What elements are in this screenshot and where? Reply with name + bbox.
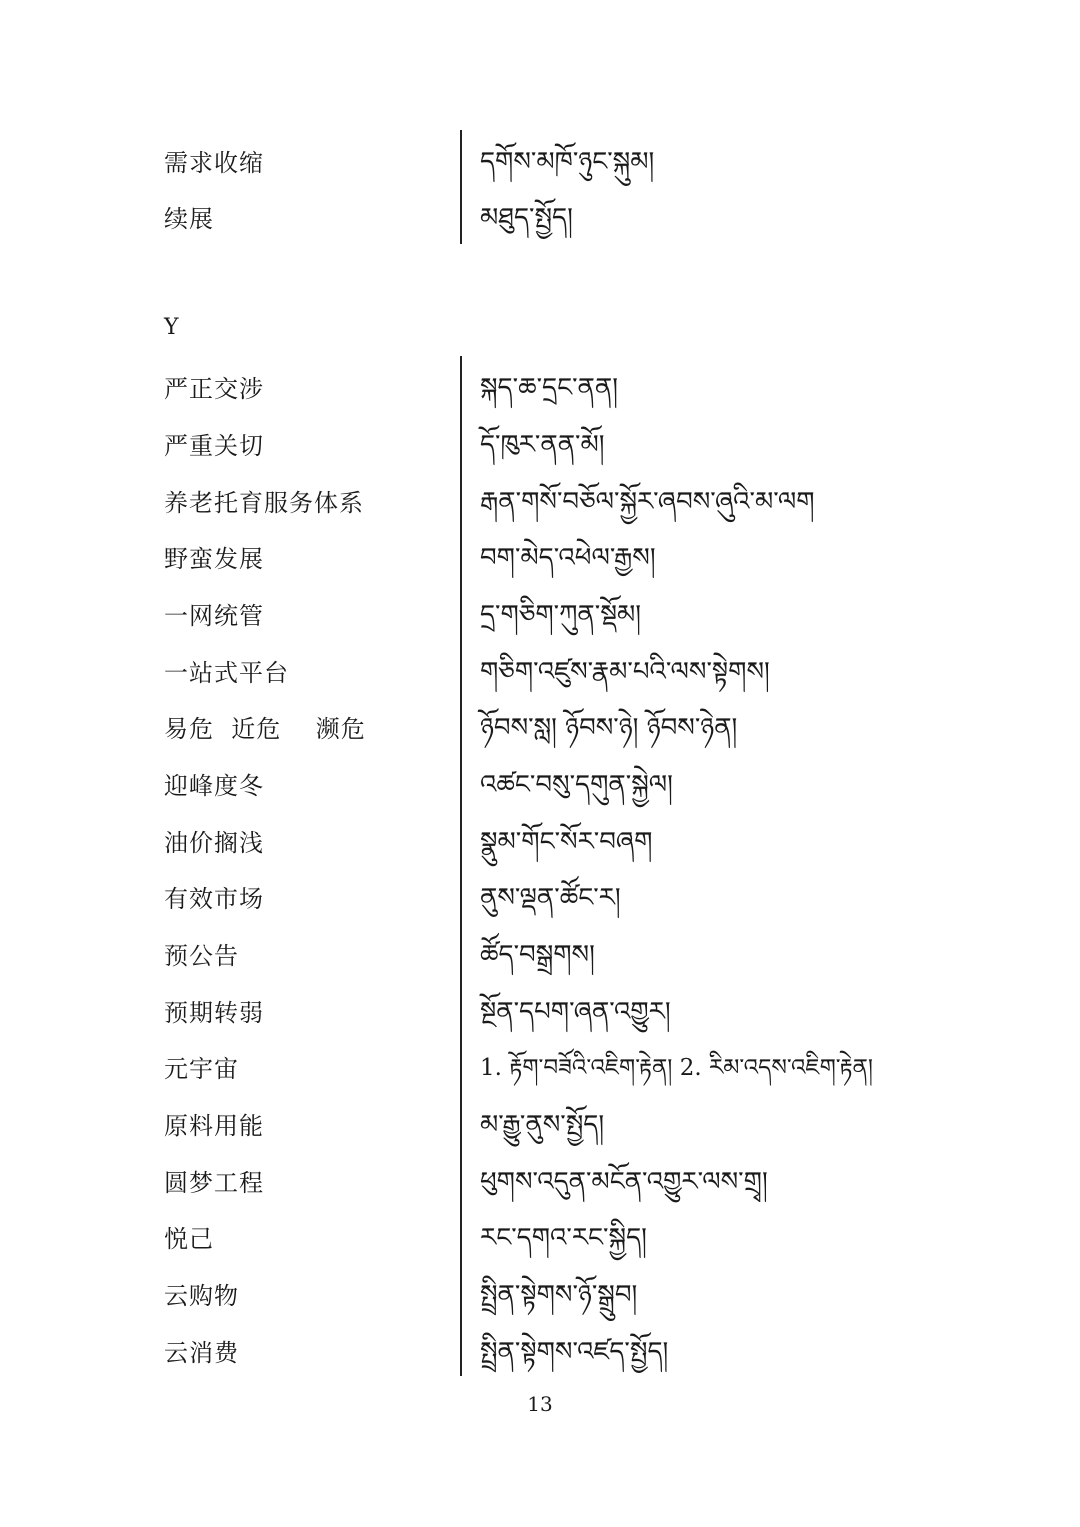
chinese-term: 严重关切 (164, 432, 264, 460)
glossary-row (0, 536, 1080, 580)
tibetan-term: དགོས་མཁོ་ཉུང་སྐུམ། (480, 147, 655, 177)
tibetan-term: བག་མེད་འཕེལ་རྒྱས། (480, 543, 656, 573)
glossary-row (0, 1330, 1080, 1374)
chinese-term: 圆梦工程 (164, 1169, 264, 1197)
glossary-row (0, 1160, 1080, 1204)
chinese-term: 易危 近危 濒危 (164, 715, 366, 743)
tibetan-term: སྤྲིན་སྟེགས་ཉོ་སྒྲུབ། (480, 1280, 638, 1310)
tibetan-term: རང་དགའ་རང་སྐྱིད། (480, 1223, 647, 1253)
glossary-row (0, 196, 1080, 240)
chinese-term: 预期转弱 (164, 999, 264, 1027)
tibetan-term: རྒན་གསོ་བཅོལ་སྐྱོར་ཞབས་ཞུའི་མ་ལག (480, 487, 815, 517)
tibetan-term: སྔོན་དཔག་ཞན་འགྱུར། (480, 997, 671, 1027)
tibetan-term: 1. རྟོག་བཟོའི་འཇིག་རྟེན། 2. རིམ་འདས་འཇིག་རྟེན། (480, 1055, 873, 1081)
chinese-term: 一站式平台 (164, 659, 289, 687)
tibetan-term: སྤྲིན་སྟེགས་འཛད་སྤྱོད། (480, 1337, 669, 1367)
glossary-row (0, 933, 1080, 977)
tibetan-term: ཚོད་བསྒྲགས། (480, 940, 595, 970)
chinese-term: 严正交涉 (164, 375, 264, 403)
chinese-term: 一网统管 (164, 602, 264, 630)
tibetan-term: འཚང་བསུ་དགུན་སྐྱེལ། (480, 770, 673, 800)
chinese-term: 续展 (164, 205, 214, 233)
tibetan-term: དོ་ཁུར་ནན་མོ། (480, 430, 605, 460)
glossary-row (0, 820, 1080, 864)
tibetan-term: སྣུམ་གོང་སོར་བཞག (480, 827, 653, 857)
tibetan-term: ཕུགས་འདུན་མངོན་འགྱུར་ལས་གྲྭ། (480, 1167, 768, 1197)
section-letter: Y (164, 315, 179, 340)
glossary-row (0, 876, 1080, 920)
tibetan-term: ནུས་ལྡན་ཚོང་ར། (480, 883, 621, 913)
glossary-row (0, 1046, 1080, 1090)
glossary-row (0, 1273, 1080, 1317)
glossary-row (0, 593, 1080, 637)
chinese-term: 元宇宙 (164, 1055, 239, 1083)
tibetan-term: ཉོབས་སླ། ཉོབས་ཉེ། ཉོབས་ཉེན། (480, 713, 738, 743)
glossary-row (0, 1103, 1080, 1147)
chinese-term: 野蛮发展 (164, 545, 264, 573)
glossary-row (0, 140, 1080, 184)
chinese-term: 迎峰度冬 (164, 772, 264, 800)
chinese-term: 悦己 (164, 1225, 214, 1253)
tibetan-term: མ་རྒྱུ་ནུས་སྤྱོད། (480, 1110, 605, 1140)
chinese-term: 云购物 (164, 1282, 239, 1310)
glossary-row (0, 763, 1080, 807)
chinese-term: 养老托育服务体系 (164, 489, 364, 517)
glossary-row (0, 706, 1080, 750)
tibetan-term: གཅིག་འཛུས་རྣམ་པའི་ལས་སྟེགས། (480, 657, 770, 687)
glossary-row (0, 366, 1080, 410)
chinese-term: 原料用能 (164, 1112, 264, 1140)
tibetan-term: སྐད་ཆ་དྲང་ནན། (480, 373, 619, 403)
chinese-term: 需求收缩 (164, 149, 264, 177)
chinese-term: 预公告 (164, 942, 239, 970)
chinese-term: 有效市场 (164, 885, 264, 913)
glossary-row (0, 423, 1080, 467)
glossary-row (0, 990, 1080, 1034)
glossary-row (0, 480, 1080, 524)
glossary-row (0, 1216, 1080, 1260)
tibetan-term: མཐུད་སྤྱོད། (480, 203, 573, 233)
glossary-row (0, 650, 1080, 694)
chinese-term: 云消费 (164, 1339, 239, 1367)
tibetan-term: དྲ་གཅིག་ཀུན་སྡོམ། (480, 600, 642, 630)
chinese-term: 油价搁浅 (164, 829, 264, 857)
page-number: 13 (527, 1392, 553, 1416)
